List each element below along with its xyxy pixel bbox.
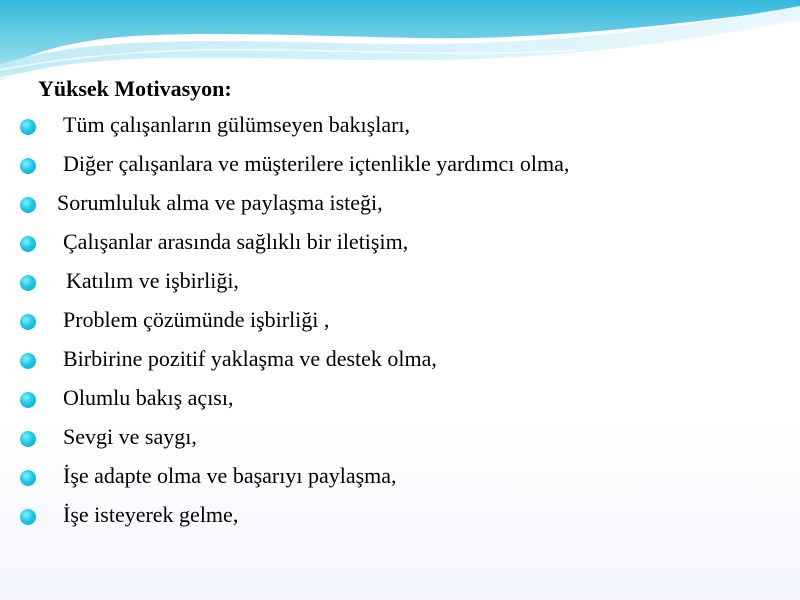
bullet-dot-icon (20, 431, 36, 447)
list-item-label: Diğer çalışanlara ve müşterilere içtenlikle yardımcı olma, (63, 151, 570, 176)
list-item-label: Olumlu bakış açısı, (63, 385, 234, 410)
bullet-dot-icon (20, 470, 36, 486)
bullet-dot-icon (20, 353, 36, 369)
list-item-label: Sevgi ve saygı, (63, 424, 197, 449)
list-item-label: Sorumluluk alma ve paylaşma isteği, (57, 190, 383, 215)
list-item-label: Tüm çalışanların gülümseyen bakışları, (63, 112, 411, 137)
list-item-label: İşe adapte olma ve başarıyı paylaşma, (63, 463, 397, 488)
list-item-label: İşe isteyerek gelme, (63, 502, 239, 527)
slide-heading: Yüksek Motivasyon: (38, 76, 232, 101)
list-item-label: Birbirine pozitif yaklaşma ve destek olma, (63, 346, 437, 371)
list-item-label: Katılım ve işbirliği, (66, 268, 239, 293)
list-item-label: Problem çözümünde işbirliği , (63, 307, 330, 332)
bullet-dot-icon (20, 236, 36, 252)
bullet-dot-icon (20, 392, 36, 408)
bullet-dot-icon (20, 509, 36, 525)
bullet-dot-icon (20, 314, 36, 330)
bullet-dot-icon (20, 275, 36, 291)
bullet-dot-icon (20, 119, 36, 135)
bullet-dot-icon (20, 158, 36, 174)
bullet-dot-icon (20, 197, 36, 213)
list-item-label: Çalışanlar arasında sağlıklı bir iletişim, (63, 229, 409, 254)
